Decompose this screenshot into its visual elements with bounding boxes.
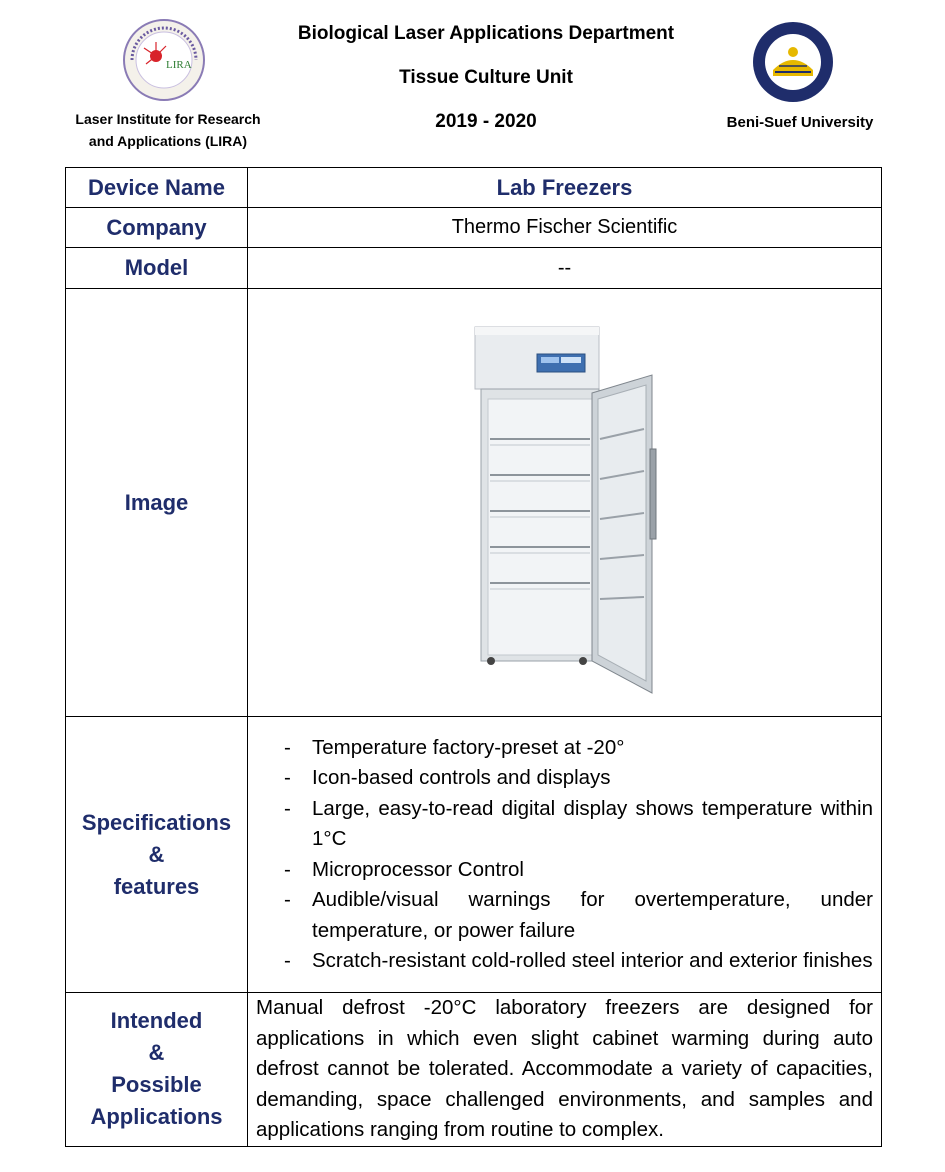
specifications-label: Specifications & features: [66, 717, 248, 993]
device-name-value: Lab Freezers: [248, 168, 882, 208]
company-label: Company: [66, 208, 248, 248]
year-title: 2019 - 2020: [435, 111, 537, 132]
row-intended-applications: [66, 993, 882, 1147]
svg-text:LIRA: LIRA: [166, 59, 192, 71]
beni-suef-logo: [751, 20, 835, 104]
model-value: --: [248, 248, 882, 289]
document-header: [260, 18, 712, 150]
list-item: - Large, easy-to-read digital display shows temperature within 1°C: [284, 794, 873, 855]
model-label: Model: [66, 248, 248, 289]
list-item: - Scratch-resistant cold-rolled steel interior and exterior finishes: [284, 946, 873, 977]
row-device-name: [66, 168, 882, 208]
company-value: Thermo Fischer Scientific: [248, 208, 882, 248]
image-cell: [248, 289, 882, 717]
intended-cell: [248, 993, 882, 1147]
row-specifications: [66, 717, 882, 993]
image-label: Image: [66, 289, 248, 717]
beni-suef-caption: Beni-Suef University: [726, 114, 874, 131]
row-image: [66, 289, 882, 717]
specifications-list: [248, 733, 881, 977]
lira-caption: Laser Institute for Research and Applications (LIRA): [75, 111, 261, 149]
unit-title: Tissue Culture Unit: [399, 67, 573, 88]
list-item: - Temperature factory-preset at -20°: [284, 733, 873, 764]
intended-text: Manual defrost -20°C laboratory freezers are designed for applications in which even slight cabinet warming during auto defrost cannot be tolerated. Accommodate a variety of capacities, demanding, space challenged environments, and samples and applications ranging from routine to complex.: [256, 996, 873, 1141]
device-name-label: Device Name: [66, 168, 248, 208]
intended-label: Intended & Possible Applications: [66, 993, 248, 1147]
list-item: - Audible/visual warnings for overtemperature, under temperature, or power failure: [284, 885, 873, 946]
freezer-image: [248, 289, 882, 716]
list-item: - Icon-based controls and displays: [284, 763, 873, 794]
specifications-cell: [248, 717, 882, 993]
department-title: Biological Laser Applications Department: [297, 23, 675, 44]
row-model: [66, 248, 882, 289]
row-company: [66, 208, 882, 248]
lira-logo: [122, 18, 206, 102]
list-item: - Microprocessor Control: [284, 855, 873, 886]
device-spec-table: [65, 167, 882, 1147]
